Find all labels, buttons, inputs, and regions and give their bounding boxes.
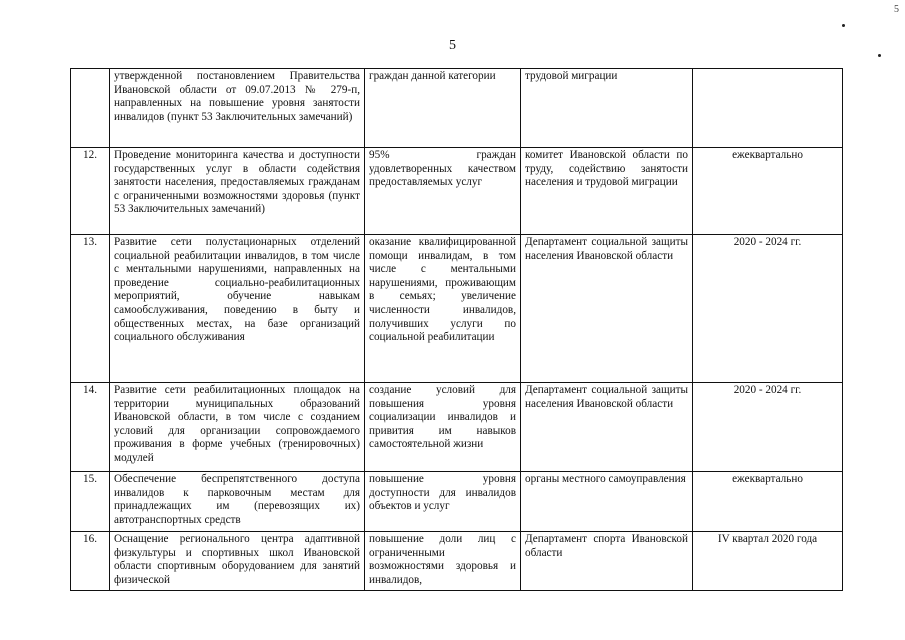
executor-cell: Департамент социальной защиты населения Ивановской области: [521, 383, 693, 472]
measure-cell: Проведение мониторинга качества и доступности государственных услуг в области содействия занятости населения, предоставляемых гражданам с ограниченными возможностями здоровья (пункт 53 Заключительных замечаний): [110, 148, 365, 235]
scan-speck: [878, 54, 881, 57]
table-row: [71, 383, 843, 472]
row-number: 12.: [71, 148, 110, 235]
measure-cell: Обеспечение беспрепятственного доступа инвалидов к парковочным местам для принадлежащих им (перевозящих их) автотранспортных средств: [110, 472, 365, 532]
scan-speck: [842, 24, 845, 27]
deadline-cell: [693, 69, 843, 148]
executor-cell: трудовой миграции: [521, 69, 693, 148]
measure-cell: Развитие сети реабилитационных площадок на территории муниципальных образований Ивановской области, в том числе с созданием условий для организации сопровождаемого проживания в форме учебных (тренировочных) модулей: [110, 383, 365, 472]
deadline-cell: 2020 - 2024 гг.: [693, 383, 843, 472]
page-number: 5: [449, 38, 456, 53]
row-number: 14.: [71, 383, 110, 472]
deadline-cell: IV квартал 2020 года: [693, 532, 843, 591]
measure-cell: Оснащение регионального центра адаптивной физкультуры и спортивных школ Ивановской области спортивным оборудованием для занятий физической: [110, 532, 365, 591]
table-row: [71, 69, 843, 148]
measure-cell: Развитие сети полустационарных отделений социальной реабилитации инвалидов, в том числе с ментальными нарушениями, направленных на проведение социально-реабилитационных мероприятий, обучение навыкам самообслуживания, поведению в быту и общественных местах, на базе организаций социального обслуживания: [110, 235, 365, 383]
row-number: 16.: [71, 532, 110, 591]
margin-mark: 5: [894, 4, 899, 15]
row-number: [71, 69, 110, 148]
table-row: [71, 532, 843, 591]
result-cell: 95% граждан удовлетворенных качеством предоставляемых услуг: [365, 148, 521, 235]
result-cell: создание условий для повышения уровня социализации инвалидов и привития им навыков самостоятельной жизни: [365, 383, 521, 472]
table-row: [71, 148, 843, 235]
executor-cell: комитет Ивановской области по труду, содействию занятости населения и трудовой миграции: [521, 148, 693, 235]
result-cell: повышение уровня доступности для инвалидов объектов и услуг: [365, 472, 521, 532]
deadline-cell: ежеквартально: [693, 148, 843, 235]
executor-cell: Департамент социальной защиты населения Ивановской области: [521, 235, 693, 383]
measure-cell: утвержденной постановлением Правительства Ивановской области от 09.07.2013 № 279-п, направленных на повышение уровня занятости инвалидов (пункт 53 Заключительных замечаний): [110, 69, 365, 148]
executor-cell: органы местного самоуправления: [521, 472, 693, 532]
deadline-cell: ежеквартально: [693, 472, 843, 532]
table-row: [71, 472, 843, 532]
measures-table: [70, 68, 843, 591]
result-cell: оказание квалифицированной помощи инвалидам, в том числе с ментальными нарушениями, проживающим в семьях; увеличение численности инвалидов, получивших услуги по социальной реабилитации: [365, 235, 521, 383]
row-number: 15.: [71, 472, 110, 532]
deadline-cell: 2020 - 2024 гг.: [693, 235, 843, 383]
row-number: 13.: [71, 235, 110, 383]
result-cell: граждан данной категории: [365, 69, 521, 148]
result-cell: повышение доли лиц с ограниченными возможностями здоровья и инвалидов,: [365, 532, 521, 591]
executor-cell: Департамент спорта Ивановской области: [521, 532, 693, 591]
table-row: [71, 235, 843, 383]
